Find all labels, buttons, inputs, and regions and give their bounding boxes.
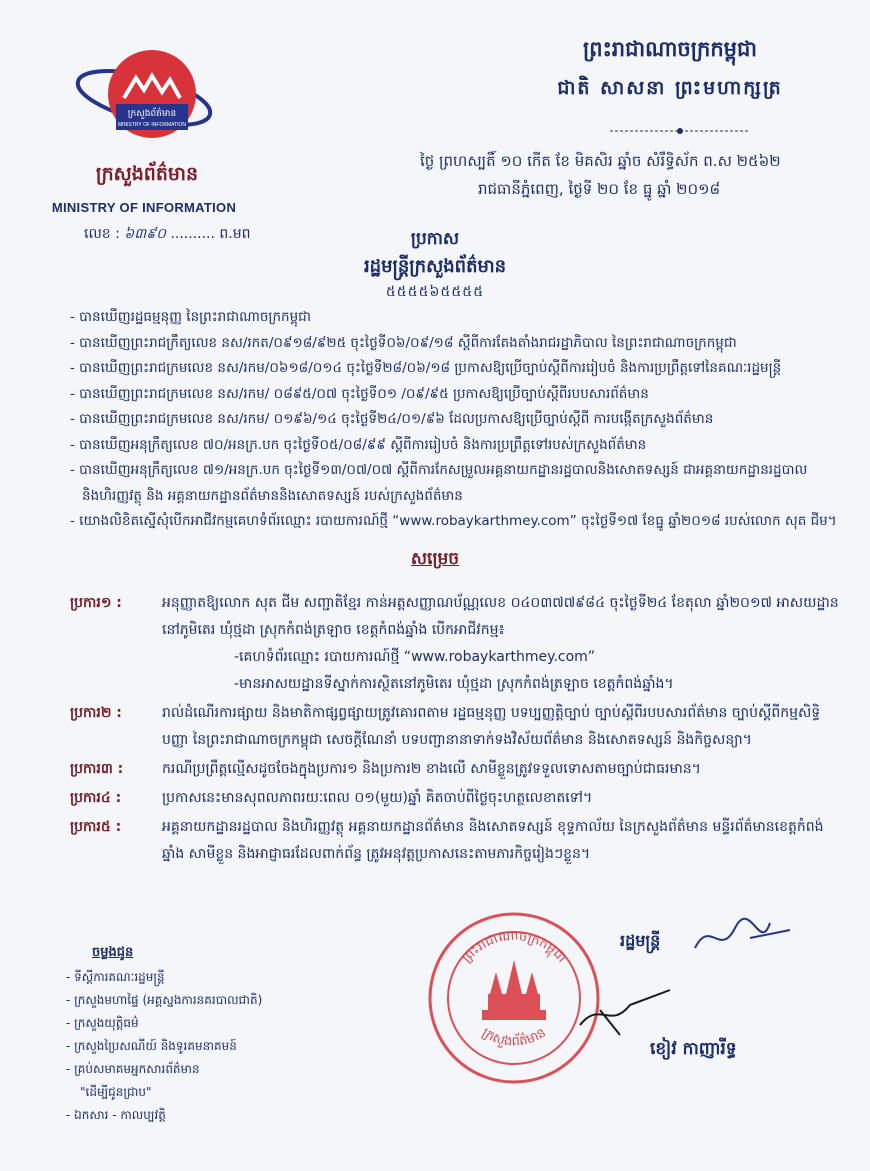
articles — [70, 590, 845, 870]
logo-text: ក្រសួងព័ត៌មាន — [127, 109, 177, 119]
cc-heading: ចម្លងជូន — [92, 945, 134, 960]
date-lunar: ថ្ងៃ ព្រហស្បតិ៍ ១០ កើត ខែ មិគសិរ ឆ្នាំច សំរឹទ្ធិស័ក ព.ស ២៥៦២ — [420, 152, 781, 170]
seal-bottom-text: ក្រសួងព័ត៌មាន — [479, 1025, 549, 1050]
preamble-item: - យោងលិខិតស្នើសុំបើកអាជីវកម្មគេហទំព័រឈ្មោះ របាយការណ៍ថ្មី “www.robaykarthmey.com” ចុះថ្ងៃទី១៧ ខែធ្នូ ឆ្នាំ២០១៨ របស់លោក សុត ជីម។ — [70, 513, 837, 529]
svg-text:ក្រសួងព័ត៌មាន — [479, 1025, 549, 1049]
article-text: អគ្គនាយកដ្ឋានរដ្ឋបាល និងហិរញ្ញវត្ថុ អគ្គនាយកដ្ឋានព័ត៌មាន និងសោតទស្សន៍ ខុទ្ទកាល័យ នៃក្រសួងព័ត៌មាន មន្ទីរព័ត៌មានខេត្តកំពង់ឆ្នាំង សាមីខ្លួន និងអាជ្ញាធរដែលពាក់ព័ន្ធ ត្រូវអនុវត្តប្រកាសនេះតាមភារកិច្ចរៀងៗខ្លួន។ — [162, 819, 824, 862]
preamble-item: - បានឃើញអនុក្រឹត្យលេខ ៧០/អនក្រ.បក ចុះថ្ងៃទី០៥/០៨/៩៩ ស្តីពីការរៀបចំ និងការប្រព្រឹត្តទៅរបស់ក្រសួងព័ត៌មាន — [70, 436, 647, 453]
preamble-list — [70, 305, 845, 535]
cc-item: - ក្រសួងមហាផ្ទៃ (អគ្គស្នងការនគរបាលជាតិ) — [66, 993, 263, 1007]
ministry-name-kh: ក្រសួងព័ត៌មាន — [95, 163, 199, 185]
article-text: ប្រកាសនេះមានសុពលភាពរយៈពេល ០១(មួយ)ឆ្នាំ គិតចាប់ពីថ្ងៃចុះហត្ថលេខាតទៅ។ — [162, 790, 593, 806]
article-4 — [70, 785, 845, 812]
cc-list — [66, 966, 262, 1127]
preamble-item: - បានឃើញរដ្ឋធម្មនុញ្ញ នៃព្រះរាជាណាចក្រកម្ពុជា — [70, 309, 312, 325]
signature-flourish — [570, 980, 680, 1040]
document-title: ប្រកាស — [410, 229, 460, 249]
ref-suffix: ព.មព — [219, 226, 251, 242]
kingdom-heading: ព្រះរាជាណាចក្រកម្ពុជា — [582, 37, 757, 61]
ref-label: លេខ : — [84, 226, 120, 242]
article-text: ករណីប្រព្រឹត្តល្មើសដូចចែងក្នុងប្រការ១ និងប្រការ២ ខាងលើ សាមីខ្លួនត្រូវទទួលទោសតាមច្បាប់ជាធរមាន។ — [162, 761, 701, 777]
ministry-name-en: MINISTRY OF INFORMATION — [51, 200, 237, 215]
cc-item: - ឯកសារ - កាលប្បវត្តិ — [66, 1108, 166, 1122]
article-2 — [70, 700, 845, 754]
svg-text:ព្រះរាជាណាចក្រកម្ពុជា — [459, 928, 569, 965]
article-subitem: -គេហទំព័រឈ្មោះ របាយការណ៍ថ្មី “www.robaykarthmey.com” — [234, 649, 596, 665]
sequence-ornament: ៥៥៥៥៦៥៥៥៥ — [385, 284, 485, 300]
article-label: ប្រការ៥ : — [70, 819, 122, 835]
article-subitem: -មានអាសយដ្ឋានទីស្នាក់ការស្ថិតនៅភូមិតេរ ឃុំថ្មដា ស្រុកកំពង់ត្រឡាច ខេត្តកំពង់ឆ្នាំង។ — [234, 676, 674, 692]
preamble-item: - បានឃើញអនុក្រឹត្យលេខ ៧១/អនក្រ.បក ចុះថ្ងៃទី១៣/០៧/០៧ ស្តីពីការកែសម្រួលអគ្គនាយកដ្ឋានរដ្ឋបាលនិងសោតទស្សន៍ ជាអគ្គនាយកដ្ឋានរដ្ឋបាលនិងហិរញ្ញវត្ថុ និង អគ្គនាយកដ្ឋានព័ត៌មាននិងសោតទស្សន៍ របស់ក្រសួងព័ត៌មាន — [70, 462, 808, 504]
cc-item: "ដើម្បីជូនជ្រាប" — [80, 1085, 152, 1099]
document-subtitle: រដ្ឋមន្ត្រីក្រសួងព័ត៌មាន — [363, 256, 507, 277]
minister-signature — [690, 908, 800, 968]
article-label: ប្រការ១ : — [70, 595, 122, 611]
ministry-logo — [72, 42, 222, 152]
cc-item: - ក្រសួងយុត្តិធម៌ — [66, 1016, 139, 1030]
cc-item: - ក្រសួងប្រៃសណីយ៍ និងទូរគមនាគមន៍ — [66, 1039, 237, 1053]
cc-item: - គ្រប់សមាគមអ្នកសារព័ត៌មាន — [66, 1062, 200, 1076]
preamble-item: - បានឃើញព្រះរាជក្រមលេខ នស/រកម/ ០១៩៦/១៤ ចុះថ្ងៃទី២៤/០១/៩៦ ដែលប្រកាសឱ្យប្រើច្បាប់ស្តីពី ការបង្កើតក្រសួងព័ត៌មាន — [70, 411, 714, 427]
article-3 — [70, 756, 845, 783]
reference-number: លេខ : ៦៣៩០ .......... ព.មព — [84, 226, 251, 242]
signer-name: ខៀវ កាញារីទ្ធ — [650, 1039, 737, 1059]
decision-heading: សម្រេច — [410, 549, 460, 569]
ornament-divider — [610, 126, 750, 136]
preamble-item: - បានឃើញព្រះរាជក្រមលេខ នស/រកម/០៦១៨/០១៤ ចុះថ្ងៃទី២៨/០៦/១៨ ប្រកាសឱ្យប្រើច្បាប់ស្តីពីការរៀបចំ និងការប្រព្រឹត្តទៅនៃគណៈរដ្ឋមន្ត្រី — [70, 360, 782, 376]
article-label: ប្រការ២ : — [70, 705, 122, 721]
preamble-item: - បានឃើញព្រះរាជក្រមលេខ នស/រកម/ ០៨៩៥/០៧ ចុះថ្ងៃទី០១ /០៩/៩៥ ប្រកាសឱ្យប្រើច្បាប់ស្តីពីរបបសារព័ត៌មាន — [70, 385, 649, 402]
angkor-wat-emblem — [482, 960, 546, 1020]
signer-title: រដ្ឋមន្ត្រី — [620, 931, 661, 950]
date-solar: រាជធានីភ្នំពេញ, ថ្ងៃទី ២០ ខែ ធ្នូ ឆ្នាំ ២០១៨ — [478, 180, 721, 198]
article-text: អនុញ្ញាតឱ្យលោក សុត ជីម សញ្ជាតិខ្មែរ កាន់អត្តសញ្ញាណប័ណ្ណលេខ ០៤០៣៧៧៩៨៤ ចុះថ្ងៃទី២៤ ខែតុលា ឆ្នាំ២០១៧ អាសយដ្ឋាននៅភូមិតេរ ឃុំថ្មដា ស្រុកកំពង់ត្រឡាច ខេត្តកំពង់ឆ្នាំង បើកអាជីវកម្ម៖ — [162, 595, 839, 638]
preamble-item: - បានឃើញព្រះរាជក្រឹត្យលេខ នស/រកត/០៩១៨/៩២៥ ចុះថ្ងៃទី០៦/០៩/១៨ ស្តីពីការតែងតាំងរាជរដ្ឋាភិបាល នៃព្រះរាជាណាចក្រកម្ពុជា — [70, 334, 737, 351]
seal-top-text: ព្រះរាជាណាចក្រកម្ពុជា — [459, 928, 569, 966]
national-motto: ជាតិ សាសនា ព្រះមហាក្សត្រ — [557, 77, 783, 99]
article-text: រាល់ដំណើរការផ្សាយ និងមាតិកាផ្សព្វផ្សាយត្រូវគោរពតាម រដ្ឋធម្មនុញ្ញ បទប្បញ្ញត្តិច្បាប់ ច្បាប់ស្តីពីរបបសារព័ត៌មាន ច្បាប់ស្តីពីកម្មសិទ្ធិបញ្ញា នៃព្រះរាជាណាចក្រកម្ពុជា សេចក្តីណែនាំ បទបញ្ជានានាទាក់ទងវិស័យព័ត៌មាន និងសោតទស្សន៍ និងកិច្ចសន្យា។ — [162, 705, 821, 748]
article-label: ប្រការ៤ : — [70, 790, 122, 806]
logo-subtext: MINISTRY OF INFORMATION — [117, 122, 187, 128]
article-label: ប្រការ៣ : — [70, 761, 124, 777]
ref-number: ៦៣៩០ — [124, 226, 166, 242]
article-5 — [70, 814, 845, 868]
article-1 — [70, 590, 845, 698]
cc-item: - ទីស្តីការគណៈរដ្ឋមន្ត្រី — [66, 970, 165, 984]
